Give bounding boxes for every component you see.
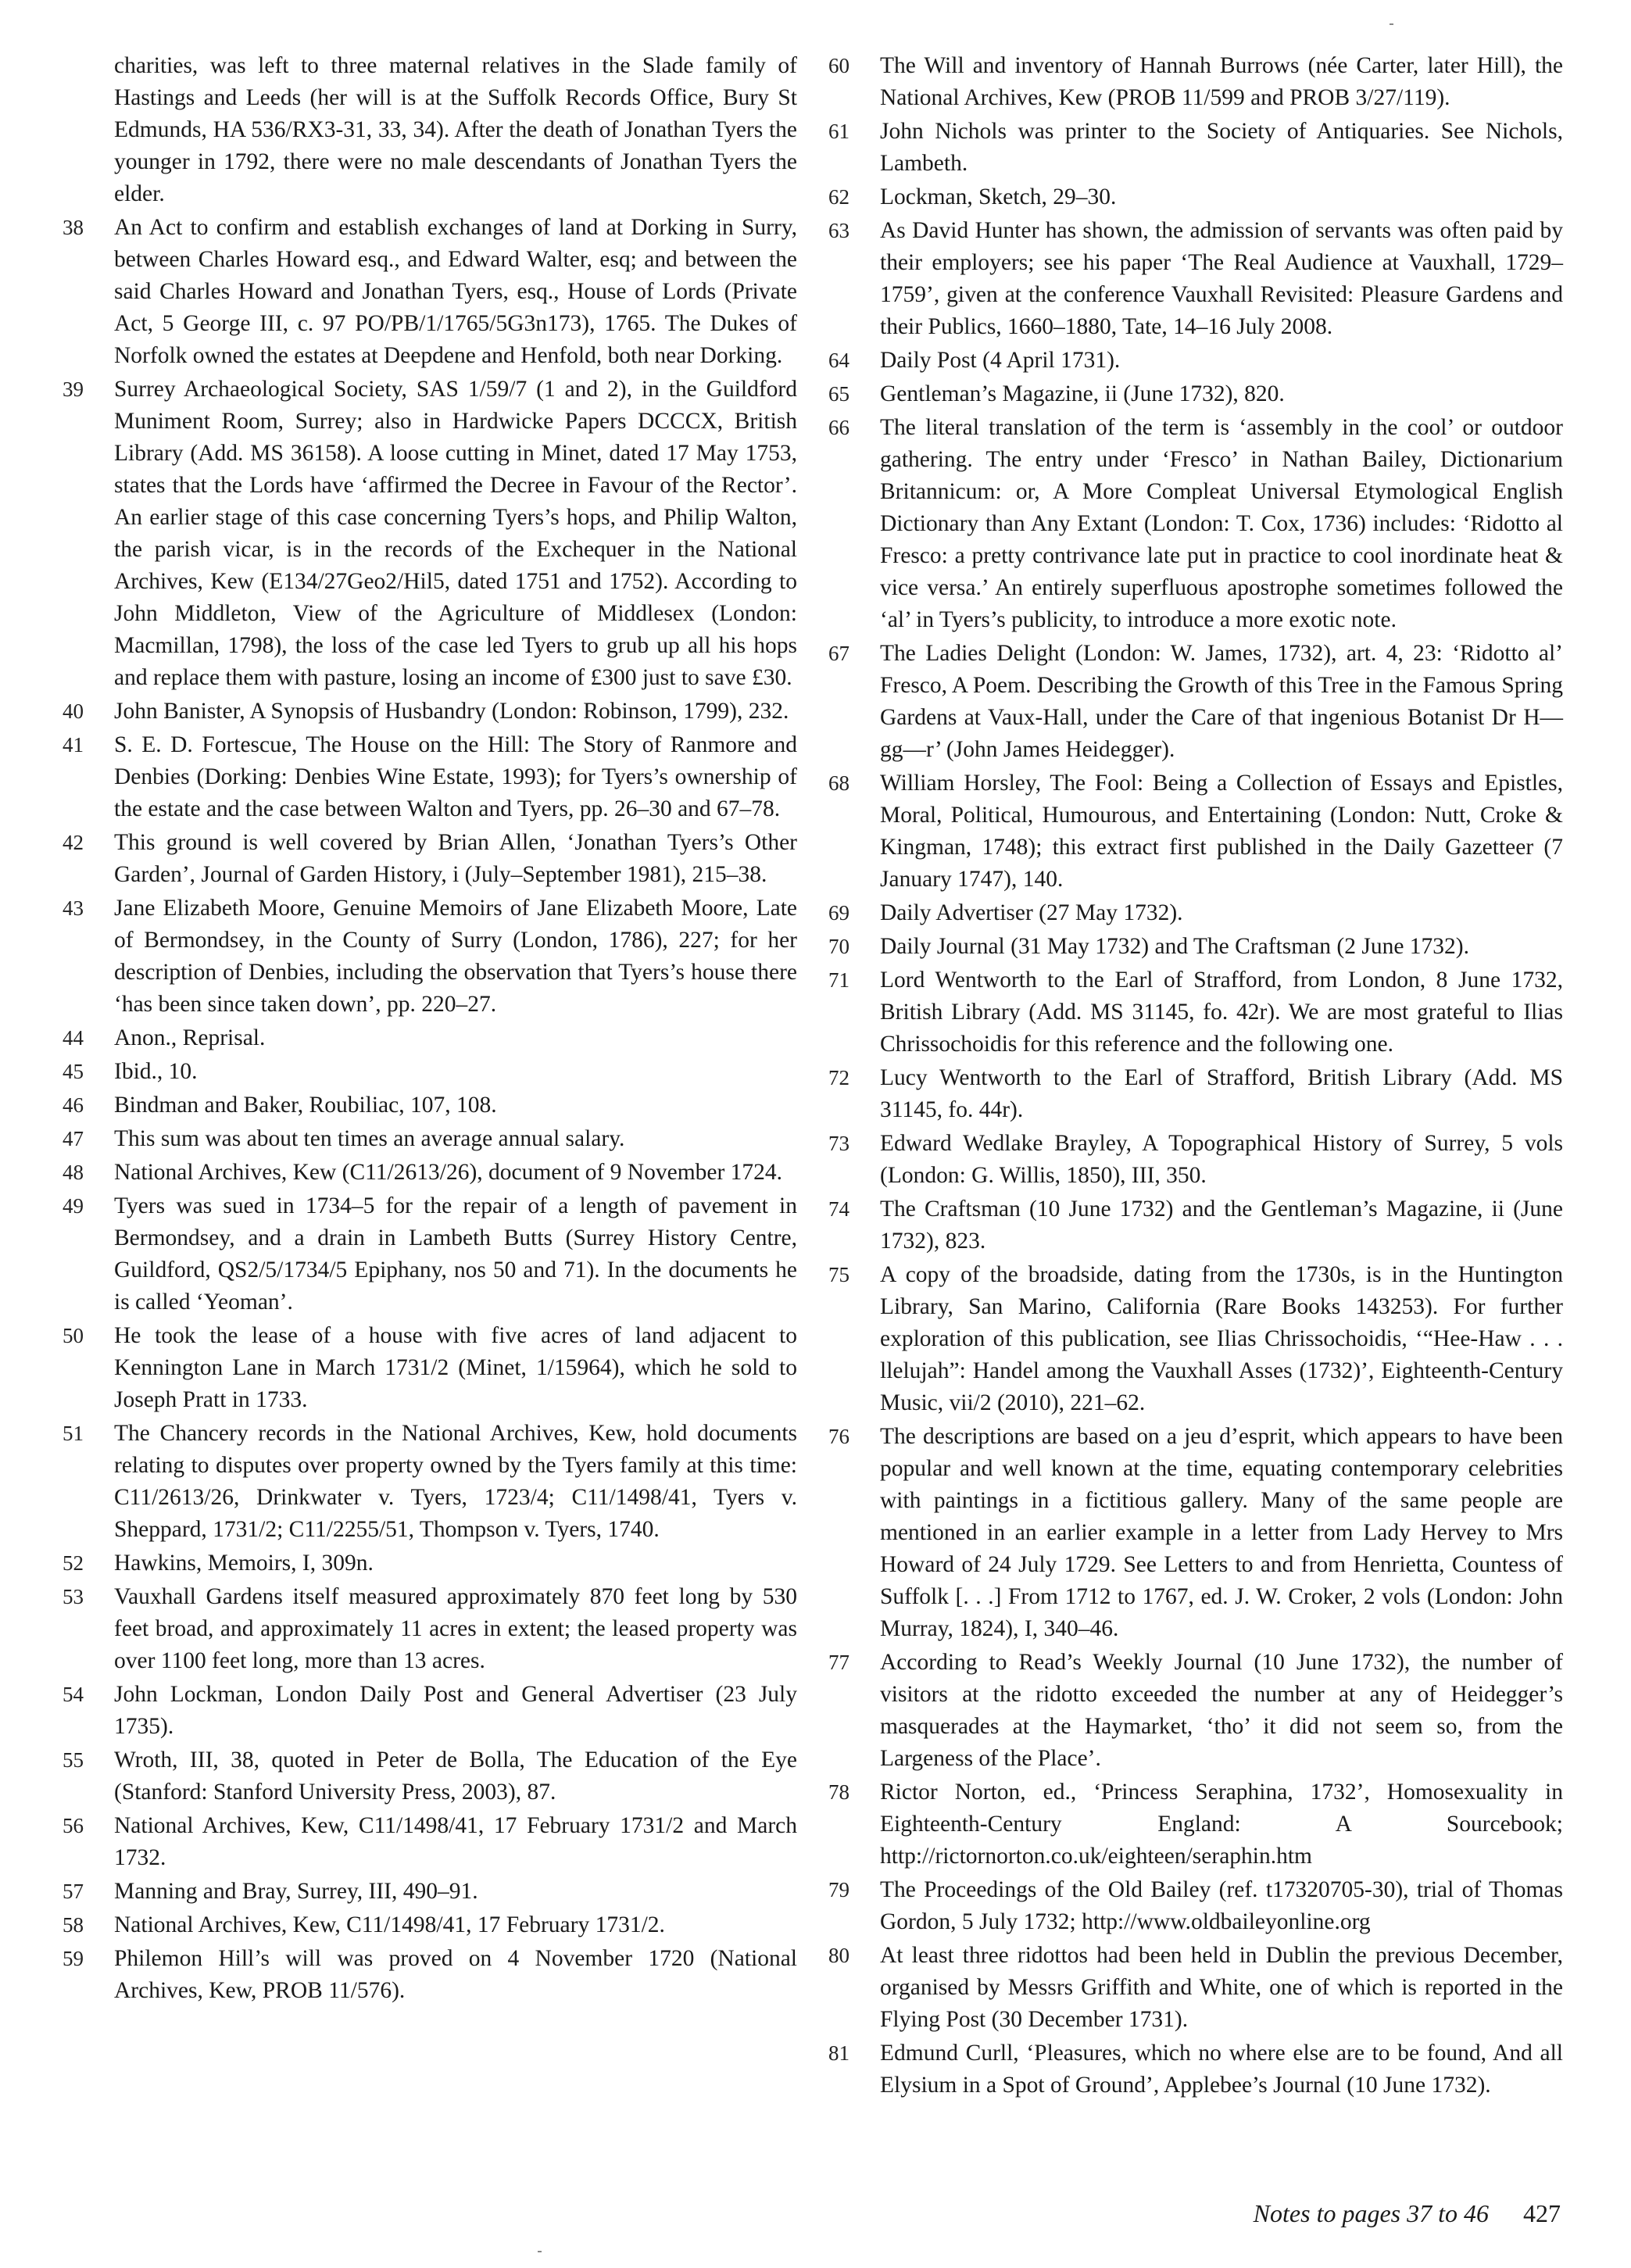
footnote-text: National Archives, Kew, C11/1498/41, 17 February 1731/2 and March 1732. [114, 1813, 797, 1870]
footnote-number: 58 [63, 1913, 84, 1937]
footnote-text: The Craftsman (10 June 1732) and the Gentleman’s Magazine, ii (June 1732), 823. [880, 1197, 1563, 1254]
footnote-text: Daily Journal (31 May 1732) and The Craftsman (2 June 1732). [880, 934, 1470, 959]
footnote [63, 1581, 797, 1677]
footnote-text: Lord Wentworth to the Earl of Strafford, from London, 8 June 1732, British Library (Add. MS 31145, fo. 42r). We are most grateful to Ilias Chrissochoidis for this reference and the following one. [880, 968, 1563, 1057]
footnote-number: 67 [828, 642, 849, 665]
footnote-number: 38 [63, 216, 84, 239]
footnote-number: 46 [63, 1093, 84, 1117]
footnote-text: An Act to confirm and establish exchanges of land at Dorking in Surry, between Charles Howard esq., and Edward Walter, esq; and between the said Charles Howard and Jonathan Tyers, esq., House of Lords (Private Act, 5 George III, c. 97 PO/PB/1/1765/5G3n173), 1765. The Dukes of Norfolk owned the estates at Deepdene and Henfold, both near Dorking. [114, 215, 797, 368]
footnote [828, 1940, 1563, 2036]
footnote-text: Bindman and Baker, Roubiliac, 107, 108. [114, 1093, 497, 1118]
footnote [63, 1810, 797, 1874]
footnote [828, 1421, 1563, 1645]
footnote-number: 42 [63, 831, 84, 854]
footnote-number: 44 [63, 1026, 84, 1050]
footnote-number: 64 [828, 349, 849, 372]
footnote-number: 49 [63, 1194, 84, 1218]
footnote [828, 215, 1563, 343]
footnote-text: Manning and Bray, Surrey, III, 490–91. [114, 1879, 478, 1904]
footnote-number: 61 [828, 120, 849, 143]
footnote-text: The literal translation of the term is ‘assembly in the cool’ or outdoor gathering. The entry under ‘Fresco’ in Nathan Bailey, Dictionarium Britannicum: or, A More Compleat Universal Etymological English Dictionary than Any Extant (London: T. Cox, 1736) includes: ‘Ridotto al Fresco: a pretty contrivance late put in practice to cool inordinate heat & vice versa.’ An entirely superfluous apostrophe sometimes followed the ‘al’ in Tyers’s publicity, to introduce a more exotic note. [880, 415, 1563, 632]
footnote-number: 71 [828, 968, 849, 992]
scan-speck [1390, 23, 1393, 25]
footnote [63, 893, 797, 1021]
footnote-text: Ibid., 10. [114, 1059, 198, 1084]
footnote-text: Daily Advertiser (27 May 1732). [880, 900, 1183, 925]
footnote [828, 181, 1563, 213]
footnote-text: This sum was about ten times an average annual salary. [114, 1126, 625, 1151]
footnote-number: 51 [63, 1422, 84, 1445]
footnote-number: 54 [63, 1683, 84, 1706]
footnote [63, 827, 797, 891]
footnote [63, 1679, 797, 1743]
footnote [828, 1128, 1563, 1192]
footnote-text: A copy of the broadside, dating from the 1730s, is in the Huntington Library, San Marino, California (Rare Books 143253). For further exploration of this publication, see Ilias Chrissochoidis, ‘“Hee-Haw . . . llelujah”: Handel among the Vauxhall Asses (1732)’, Eighteenth-Century Music, vii/2 (2010), 221–62. [880, 1262, 1563, 1415]
footnote-text: John Banister, A Synopsis of Husbandry (London: Robinson, 1799), 232. [114, 699, 789, 724]
footnote-text: As David Hunter has shown, the admission of servants was often paid by their employers; see his paper ‘The Real Audience at Vauxhall, 1729–1759’, given at the conference Vauxhall Revisited: Pleasure Gardens and their Publics, 1660–1880, Tate, 14–16 July 2008. [880, 218, 1563, 339]
footnote-text: Hawkins, Memoirs, I, 309n. [114, 1551, 374, 1576]
footnote-text: Wroth, III, 38, quoted in Peter de Bolla, The Education of the Eye (Stanford: Stanford University Press, 2003), 87. [114, 1748, 797, 1805]
footnote [828, 1259, 1563, 1419]
footnote [63, 1418, 797, 1546]
footnote-text: The Will and inventory of Hannah Burrows (née Carter, later Hill), the National Archives, Kew (PROB 11/599 and PROB 3/27/119). [880, 53, 1563, 110]
footnote [828, 412, 1563, 636]
footnote [63, 50, 797, 210]
notes-right-column [828, 50, 1563, 2103]
footnote-number: 66 [828, 416, 849, 439]
footnote-text: John Lockman, London Daily Post and General Advertiser (23 July 1735). [114, 1682, 797, 1739]
footnote [828, 2037, 1563, 2102]
footnote-text: At least three ridottos had been held in Dublin the previous December, organised by Messrs Griffith and White, one of which is reported in the Flying Post (30 December 1731). [880, 1943, 1563, 2032]
footnote-number: 62 [828, 185, 849, 209]
footnote-number: 57 [63, 1880, 84, 1903]
footnote-text: The Proceedings of the Old Bailey (ref. t17320705-30), trial of Thomas Gordon, 5 July 1732; http://www.oldbaileyonline.org [880, 1877, 1563, 1934]
footnote-number: 45 [63, 1060, 84, 1083]
footnote-number: 47 [63, 1127, 84, 1150]
footnote-text: He took the lease of a house with five acres of land adjacent to Kennington Lane in March 1731/2 (Minet, 1/15964), which he sold to Joseph Pratt in 1733. [114, 1323, 797, 1412]
footnote-number: 65 [828, 382, 849, 406]
footnote [828, 50, 1563, 114]
footnote-text: Jane Elizabeth Moore, Genuine Memoirs of Jane Elizabeth Moore, Late of Bermondsey, in the County of Surry (London, 1786), 227; for her description of Denbies, including the observation that Tyers’s house there ‘has been since taken down’, pp. 220–27. [114, 896, 797, 1017]
footnote-text: William Horsley, The Fool: Being a Collection of Essays and Epistles, Moral, Political, Humourous, and Entertaining (London: Nutt, Croke & Kingman, 1748); this extract first published in the Daily Gazetteer (7 January 1747), 140. [880, 771, 1563, 892]
footnote-number: 53 [63, 1585, 84, 1608]
footnote [828, 897, 1563, 929]
footnote-number: 76 [828, 1425, 849, 1448]
footnote [828, 638, 1563, 766]
footnote-number: 56 [63, 1814, 84, 1837]
footnote-text: Surrey Archaeological Society, SAS 1/59/7 (1 and 2), in the Guildford Muniment Room, Surrey; also in Hardwicke Papers DCCCX, British Library (Add. MS 36158). A loose cutting in Minet, dated 17 May 1753, states that the Lords have ‘affirmed the Decree in Favour of the Rector’. An earlier stage of this case concerning Tyers’s hops, and Philip Walton, the parish vicar, is in the records of the Exchequer in the National Archives, Kew (E134/27Geo2/Hil5, dated 1751 and 1752). According to John Middleton, View of the Agriculture of Middlesex (London: Macmillan, 1798), the loss of the case led Tyers to grub up all his hops and replace them with pasture, losing an income of £300 just to save £30. [114, 377, 797, 690]
footnote-number: 40 [63, 699, 84, 723]
footnote-number: 69 [828, 901, 849, 925]
footnote-number: 60 [828, 54, 849, 77]
footnote [828, 1193, 1563, 1257]
footnote [828, 116, 1563, 180]
footnote [63, 1123, 797, 1155]
footnote-text: charities, was left to three maternal relatives in the Slade family of Hastings and Leeds (her will is at the Suffolk Records Office, Bury St Edmunds, HA 536/RX3-31, 33, 34). After the death of Jonathan Tyers the younger in 1792, there were no male descendants of Jonathan Tyers the elder. [114, 53, 797, 206]
footnote-number: 79 [828, 1878, 849, 1901]
footnote-text: National Archives, Kew, C11/1498/41, 17 February 1731/2. [114, 1912, 665, 1937]
footnote-number: 74 [828, 1197, 849, 1221]
footnote [63, 1943, 797, 2007]
footnote-number: 68 [828, 771, 849, 795]
footnote-number: 59 [63, 1947, 84, 1970]
footnote [63, 212, 797, 372]
footnote [63, 1547, 797, 1579]
footnote [63, 1157, 797, 1189]
footnote-number: 50 [63, 1324, 84, 1347]
footnote-number: 39 [63, 377, 84, 401]
footnote-text: National Archives, Kew (C11/2613/26), document of 9 November 1724. [114, 1160, 783, 1185]
footnote-text: Lockman, Sketch, 29–30. [880, 184, 1117, 209]
footnote-number: 63 [828, 219, 849, 242]
footnote [63, 374, 797, 694]
footnote-text: The descriptions are based on a jeu d’esprit, which appears to have been popular and well known at the time, equating contemporary celebrities with paintings in a fictitious gallery. Many of the same people are mentioned in an earlier example in a letter from Lady Hervey to Mrs Howard of 24 July 1729. See Letters to and from Henrietta, Countess of Suffolk [. . .] From 1712 to 1767, ed. J. W. Croker, 2 vols (London: John Murray, 1824), I, 340–46. [880, 1424, 1563, 1641]
footnote [828, 964, 1563, 1061]
footnote-number: 52 [63, 1551, 84, 1575]
footnote-text: This ground is well covered by Brian Allen, ‘Jonathan Tyers’s Other Garden’, Journal of Garden History, i (July–September 1981), 215–38. [114, 830, 797, 887]
footnote-number: 55 [63, 1748, 84, 1772]
footnote-text: Rictor Norton, ed., ‘Princess Seraphina, 1732’, Homosexuality in Eighteenth-Century England: A Sourcebook; http://rictornorton.co.uk/eighteen/seraphin.htm [880, 1780, 1563, 1869]
running-footer-label: Notes to pages 37 to 46 [1253, 2199, 1489, 2227]
footnote-number: 41 [63, 733, 84, 757]
page-footer [1254, 2199, 1561, 2228]
footnote [828, 931, 1563, 963]
footnote-text: Philemon Hill’s will was proved on 4 November 1720 (National Archives, Kew, PROB 11/576). [114, 1946, 797, 2003]
footnote-text: Edward Wedlake Brayley, A Topographical History of Surrey, 5 vols (London: G. Willis, 1850), III, 350. [880, 1131, 1563, 1188]
page-number: 427 [1523, 2199, 1561, 2227]
footnote [63, 1744, 797, 1808]
footnote-number: 78 [828, 1780, 849, 1804]
footnote [828, 1062, 1563, 1126]
footnote-number: 70 [828, 935, 849, 958]
footnote-text: Vauxhall Gardens itself measured approximately 870 feet long by 530 feet broad, and approximately 11 acres in extent; the leased property was over 1100 feet long, more than 13 acres. [114, 1584, 797, 1673]
footnote [828, 378, 1563, 410]
footnote [63, 1089, 797, 1121]
footnote-text: Gentleman’s Magazine, ii (June 1732), 820. [880, 381, 1285, 406]
footnote-number: 72 [828, 1066, 849, 1089]
footnote-text: John Nichols was printer to the Society of Antiquaries. See Nichols, Lambeth. [880, 119, 1563, 176]
footnote [63, 1909, 797, 1941]
footnote [63, 1876, 797, 1908]
footnote [63, 1190, 797, 1318]
footnote [63, 1320, 797, 1416]
footnote-number: 43 [63, 896, 84, 920]
footnote-text: Lucy Wentworth to the Earl of Strafford, British Library (Add. MS 31145, fo. 44r). [880, 1065, 1563, 1122]
footnote-text: Edmund Curll, ‘Pleasures, which no where else are to be found, And all Elysium in a Spot of Ground’, Applebee’s Journal (10 June 1732). [880, 2041, 1563, 2098]
footnote [828, 1776, 1563, 1873]
footnote [828, 1647, 1563, 1775]
scan-speck [538, 2251, 542, 2252]
footnote [63, 1056, 797, 1088]
footnote [63, 1022, 797, 1054]
footnote-text: Daily Post (4 April 1731). [880, 348, 1121, 373]
footnote-text: S. E. D. Fortescue, The House on the Hill: The Story of Ranmore and Denbies (Dorking: Denbies Wine Estate, 1993); for Tyers’s ownership of the estate and the case between Walton and Tyers, pp. 26–30 and 67–78. [114, 732, 797, 821]
footnote [828, 1874, 1563, 1938]
footnote [828, 345, 1563, 377]
footnote [63, 696, 797, 728]
footnote-number: 75 [828, 1263, 849, 1286]
footnote-text: According to Read’s Weekly Journal (10 June 1732), the number of visitors at the ridotto exceeded the number at any of Heidegger’s masquerades at the Haymarket, ‘tho’ it did not seem so, from the Largeness of the Place’. [880, 1650, 1563, 1771]
footnote-number: 80 [828, 1944, 849, 1967]
notes-left-column [63, 50, 797, 2009]
footnote [828, 767, 1563, 896]
footnote-text: Anon., Reprisal. [114, 1025, 266, 1050]
footnote-text: Tyers was sued in 1734–5 for the repair of a length of pavement in Bermondsey, and a drain in Lambeth Butts (Surrey History Centre, Guildford, QS2/5/1734/5 Epiphany, nos 50 and 71). In the documents he is called ‘Yeoman’. [114, 1193, 797, 1315]
footnote-number: 48 [63, 1161, 84, 1184]
footnote-number: 77 [828, 1651, 849, 1674]
footnote [63, 729, 797, 825]
footnote-number: 73 [828, 1132, 849, 1155]
footnote-number: 81 [828, 2041, 849, 2065]
footnote-text: The Ladies Delight (London: W. James, 1732), art. 4, 23: ‘Ridotto al’ Fresco, A Poem. Describing the Growth of this Tree in the Famous Spring Gardens at Vaux-Hall, under the Care of that ingenious Botanist Dr H—gg—r’ (John James Heidegger). [880, 641, 1563, 762]
footnote-text: The Chancery records in the National Archives, Kew, hold documents relating to disputes over property owned by the Tyers family at this time: C11/2613/26, Drinkwater v. Tyers, 1723/4; C11/1498/41, Tyers v. Sheppard, 1731/2; C11/2255/51, Thompson v. Tyers, 1740. [114, 1421, 797, 1542]
